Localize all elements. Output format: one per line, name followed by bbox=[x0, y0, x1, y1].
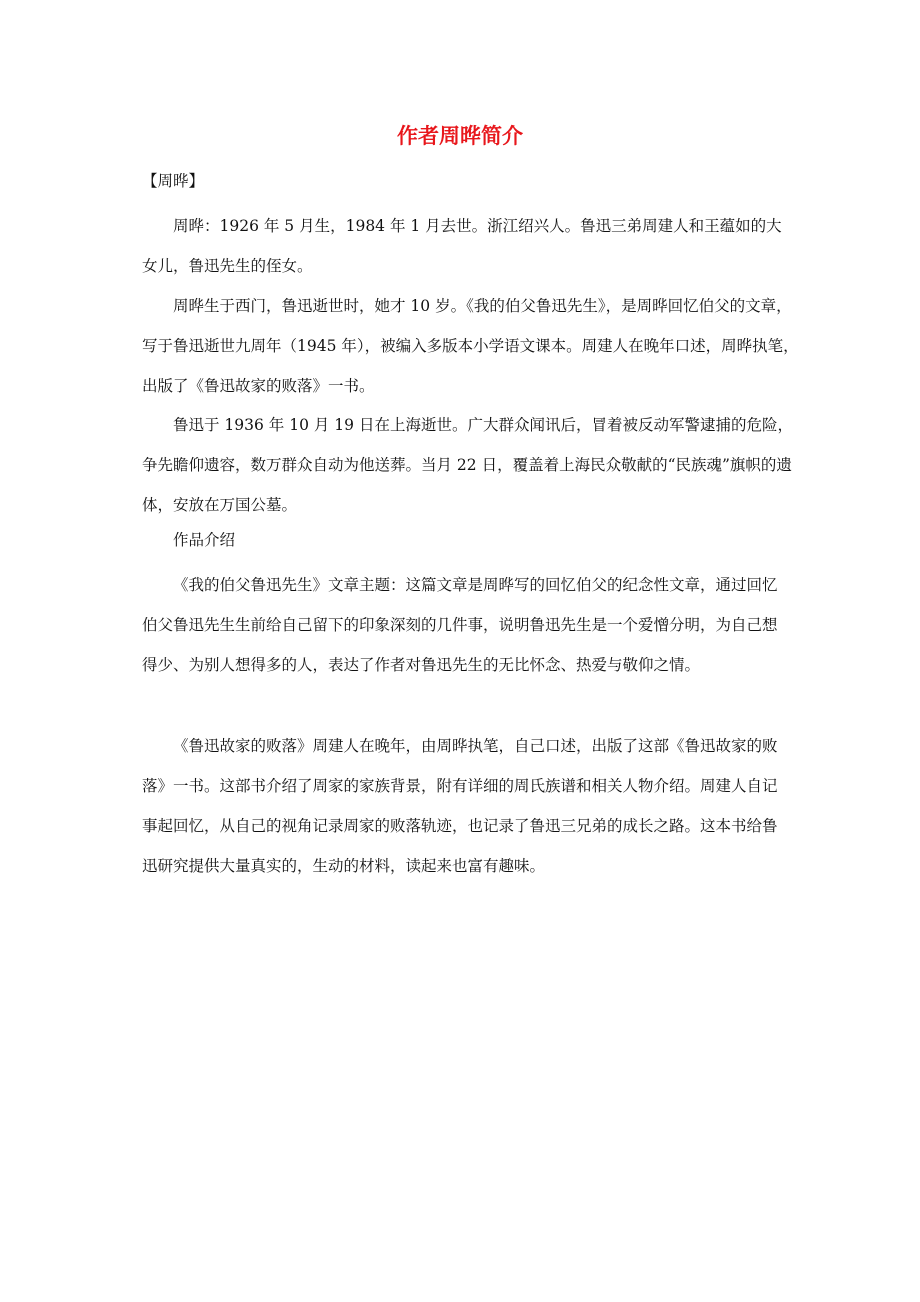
works-label: 作品介绍 bbox=[173, 531, 236, 549]
paragraph-work-decline: 《鲁迅故家的败落》周建人在晚年，由周晔执笔，自己口述，出版了这部《鲁迅故家的败落》一书。这部书介绍了周家的家族背景，附有详细的周氏族谱和相关人物介绍。周建人自记事起回忆，从自己的视角记录周家的败落轨迹，也记录了鲁迅三兄弟的成长之路。这本书给鲁迅研究提供大量真实的，生动的材料，读起来也富有趣味。 bbox=[142, 737, 778, 875]
paragraph-childhood: 周晔生于西门，鲁迅逝世时，她才 10 岁。《我的伯父鲁迅先生》，是周晔回忆伯父的文章，写于鲁迅逝世九周年（1945 年），被编入多版本小学语文课本。周建人在晚年口述，周晔执笔，出版了《鲁迅故家的败落》一书。 bbox=[142, 297, 799, 395]
paragraph-biography: 周晔：1926 年 5 月生，1984 年 1 月去世。浙江绍兴人。鲁迅三弟周建人和王蕴如的大女儿，鲁迅先生的侄女。 bbox=[142, 217, 782, 275]
section-label: 【周晔】 bbox=[142, 172, 205, 190]
paragraph-lu-xun-death: 鲁迅于 1936 年 10 月 19 日在上海逝世。广大群众闻讯后，冒着被反动军警逮捕的危险，争先瞻仰遗容，数万群众自动为他送葬。当月 22 日，覆盖着上海民众敬献的“民族魂”旗帜的遗体，安放在万国公墓。 bbox=[142, 416, 793, 514]
page-title: 作者周晔简介 bbox=[397, 124, 523, 148]
paragraph-work-uncle: 《我的伯父鲁迅先生》文章主题：这篇文章是周晔写的回忆伯父的纪念性文章，通过回忆伯父鲁迅先生生前给自己留下的印象深刻的几件事，说明鲁迅先生是一个爱憎分明，为自己想得少、为别人想得多的人，表达了作者对鲁迅先生的无比怀念、热爱与敬仰之情。 bbox=[142, 576, 778, 674]
